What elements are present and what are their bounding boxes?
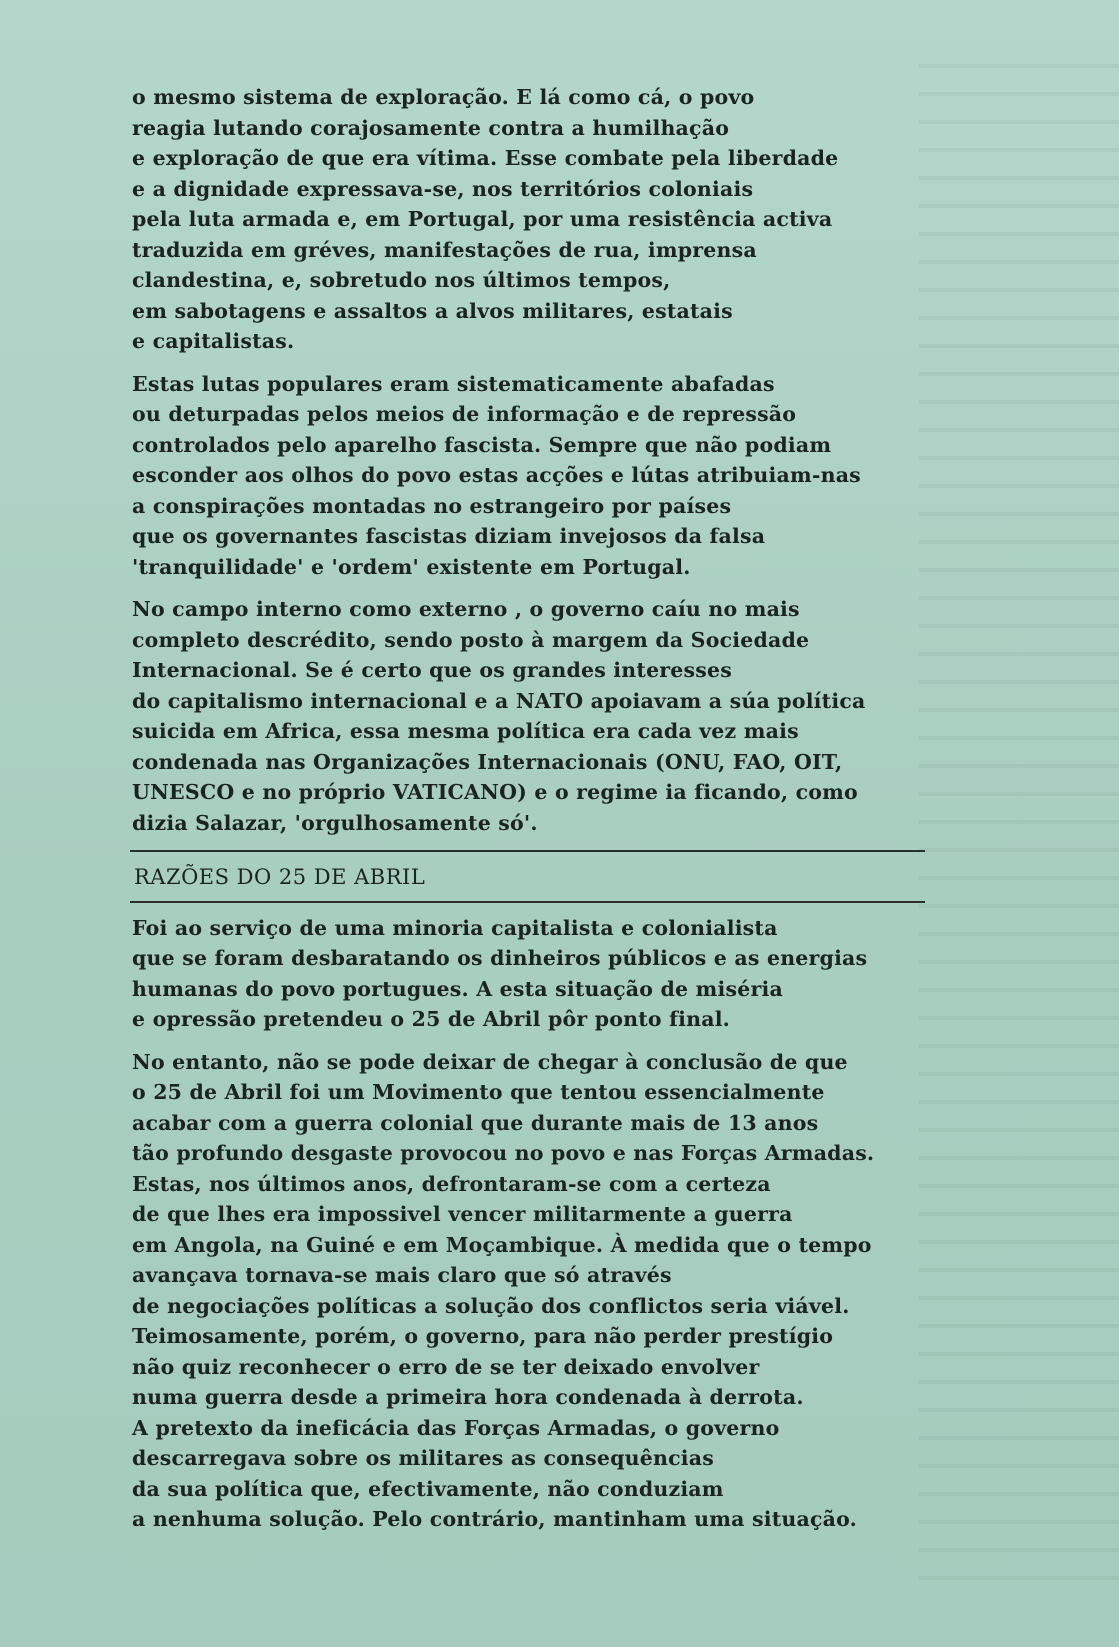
text-line: do capitalismo internacional e a NATO apoiavam a súa política — [132, 688, 866, 713]
text-line: a nenhuma solução. Pelo contrário, mantinham uma situação. — [132, 1507, 857, 1531]
text-line: e capitalistas. — [132, 329, 295, 353]
text-line: de que lhes era impossivel vencer militarmente a guerra — [132, 1202, 793, 1226]
section-rule-top — [130, 850, 925, 852]
paragraph — [132, 369, 932, 583]
text-line: que se foram desbaratando os dinheiros públicos e as energias — [132, 946, 868, 970]
section-heading: RAZÕES DO 25 DE ABRIL — [134, 865, 426, 889]
text-line: condenada nas Organizações Internacionais (ONU, FAO, OIT, — [132, 749, 843, 774]
text-line: Internacional. Se é certo que os grandes interesses — [132, 658, 733, 682]
paragraph — [132, 1047, 932, 1535]
text-line: que os governantes fascistas diziam invejosos da falsa — [132, 524, 766, 548]
text-line: Estas lutas populares eram sistematicamente abafadas — [132, 371, 775, 396]
text-line: UNESCO e no próprio VATICANO) e o regime ia ficando, como — [132, 780, 858, 804]
text-line: pela luta armada e, em Portugal, por uma resistência activa — [132, 207, 833, 231]
text-line: Foi ao serviço de uma minoria capitalista e colonialista — [132, 915, 778, 940]
text-line: a conspirações montadas no estrangeiro por países — [132, 493, 732, 518]
section-rule-bottom — [130, 901, 925, 903]
text-line: em Angola, na Guiné e em Moçambique. À medida que o tempo — [132, 1232, 872, 1257]
text-line: numa guerra desde a primeira hora condenada à derrota. — [132, 1385, 804, 1409]
text-line: No campo interno como externo , o governo caíu no mais — [132, 597, 800, 621]
text-line: ou deturpadas pelos meios de informação e de repressão — [132, 402, 797, 426]
paragraph — [132, 594, 932, 838]
text-line: suicida em Africa, essa mesma política era cada vez mais — [132, 719, 799, 743]
text-line: reagia lutando corajosamente contra a humilhação — [132, 115, 730, 140]
text-line: tão profundo desgaste provocou no povo e nas Forças Armadas. — [132, 1141, 875, 1165]
bottom-section — [132, 913, 932, 1535]
bleed-through-shadow — [919, 40, 1119, 1600]
text-line: e opressão pretendeu o 25 de Abril pôr ponto final. — [132, 1007, 731, 1031]
text-line: No entanto, não se pode deixar de chegar à conclusão de que — [132, 1049, 848, 1074]
text-line: completo descrédito, sendo posto à margem da Sociedade — [132, 627, 810, 652]
text-line: acabar com a guerra colonial que durante mais de 13 anos — [132, 1110, 819, 1135]
text-line: e a dignidade expressava-se, nos territórios coloniais — [132, 176, 754, 201]
text-line: em sabotagens e assaltos a alvos militares, estatais — [132, 298, 733, 323]
paragraph — [132, 913, 932, 1035]
text-line: dizia Salazar, 'orgulhosamente só'. — [132, 810, 538, 835]
text-line: Estas, nos últimos anos, defrontaram-se com a certeza — [132, 1171, 771, 1196]
text-line: não quiz reconhecer o erro de se ter deixado envolver — [132, 1354, 760, 1379]
text-line: o 25 de Abril foi um Movimento que tentou essencialmente — [132, 1080, 825, 1104]
paragraph — [132, 82, 932, 357]
text-line: esconder aos olhos do povo estas acções e lútas atribuiam-nas — [132, 463, 861, 487]
text-line: traduzida em gréves, manifestações de rua, imprensa — [132, 237, 757, 262]
document-body — [132, 82, 932, 1547]
text-line: humanas do povo portugues. A esta situação de miséria — [132, 976, 783, 1001]
text-line: 'tranquilidade' e 'ordem' existente em Portugal. — [132, 554, 691, 579]
text-line: de negociações políticas a solução dos conflictos seria viável. — [132, 1293, 850, 1318]
text-line: clandestina, e, sobretudo nos últimos tempos, — [132, 268, 671, 292]
top-section — [132, 82, 932, 838]
text-line: Teimosamente, porém, o governo, para não perder prestígio — [132, 1324, 834, 1348]
text-line: da sua política que, efectivamente, não conduziam — [132, 1476, 724, 1501]
text-line: e exploração de que era vítima. Esse combate pela liberdade — [132, 146, 839, 170]
text-line: avançava tornava-se mais claro que só através — [132, 1263, 672, 1287]
text-line: descarregava sobre os militares as consequências — [132, 1446, 714, 1470]
text-line: o mesmo sistema de exploração. E lá como cá, o povo — [132, 85, 755, 109]
text-line: controlados pelo aparelho fascista. Sempre que não podiam — [132, 432, 832, 457]
text-line: A pretexto da ineficácia das Forças Armadas, o governo — [132, 1415, 780, 1440]
